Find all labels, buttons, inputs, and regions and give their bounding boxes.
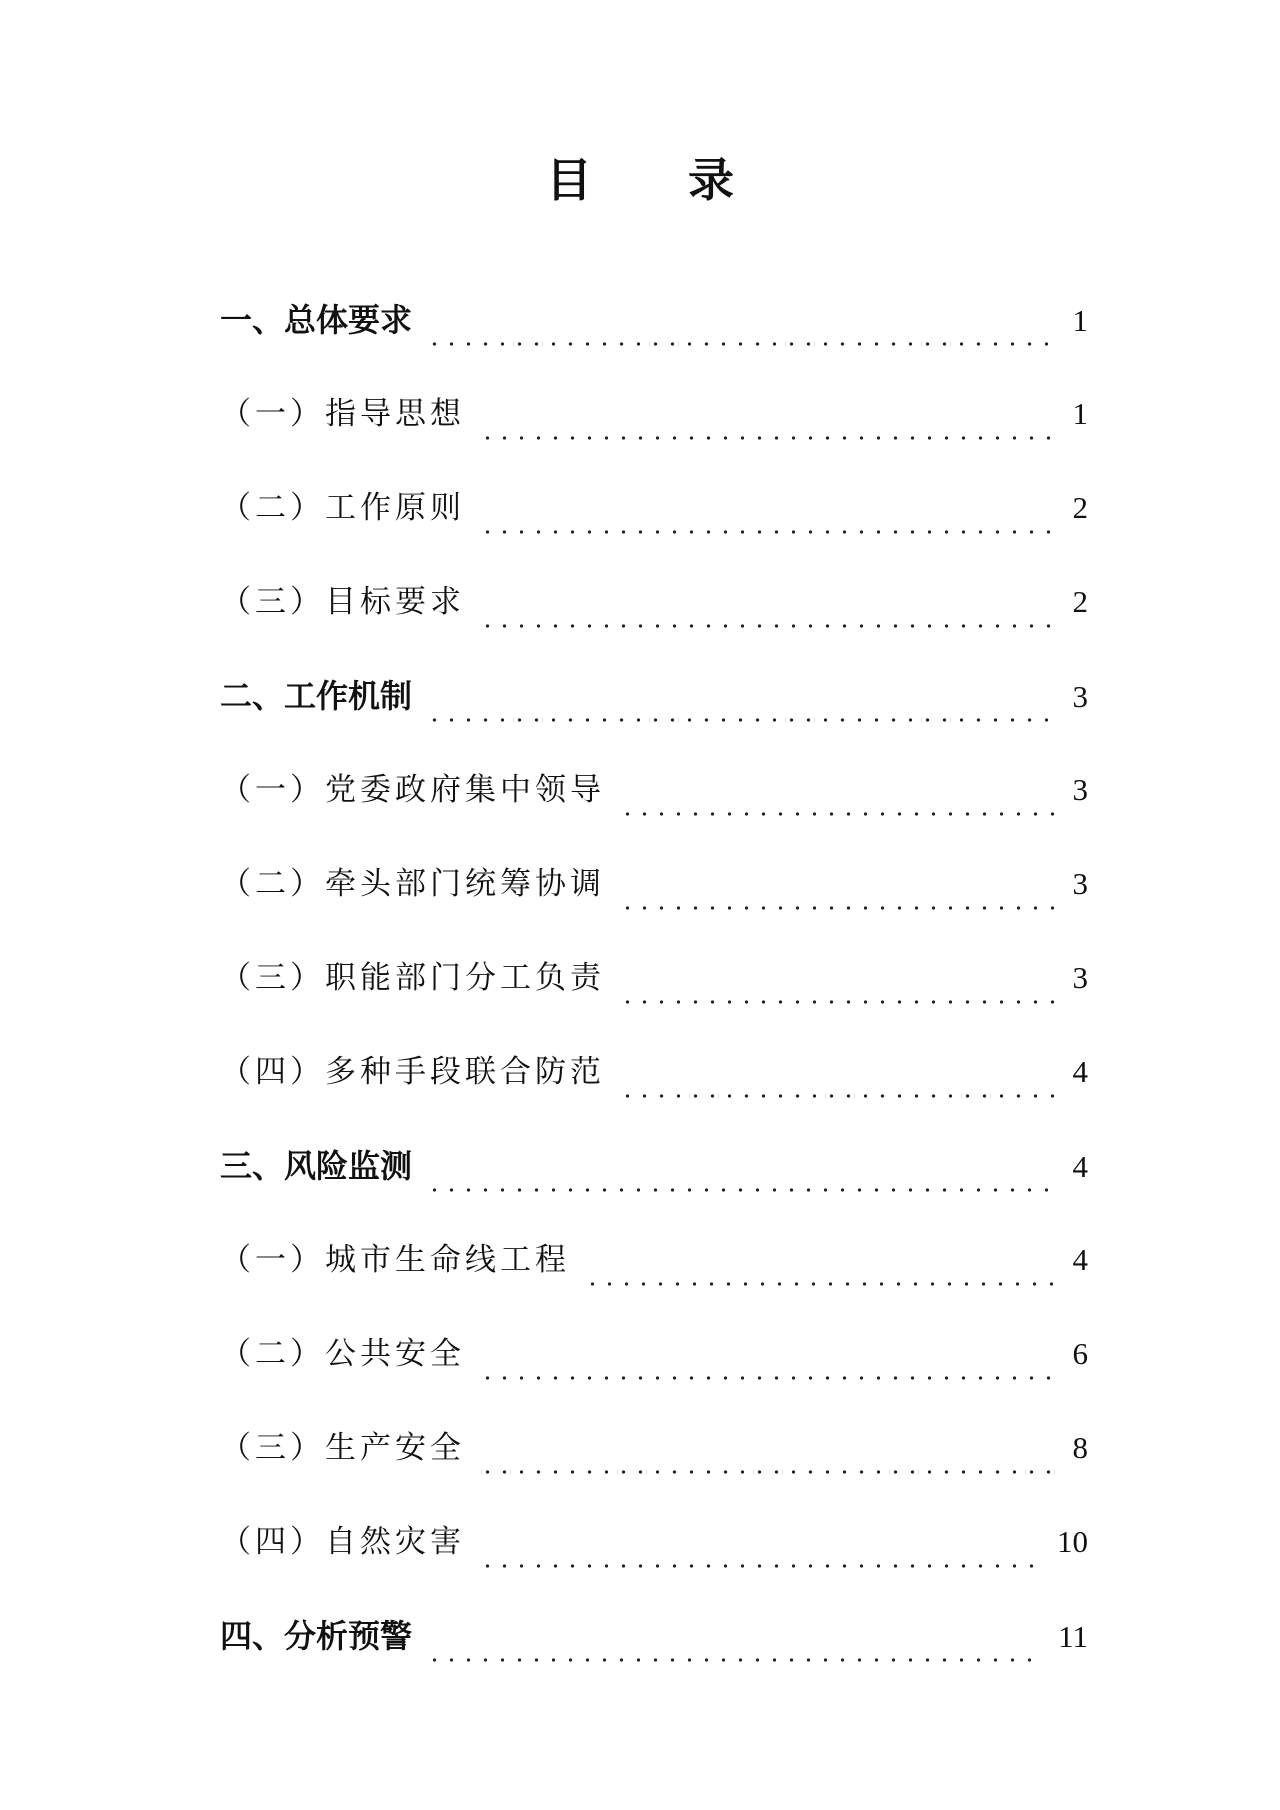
toc-entry-page: 2 (1072, 490, 1088, 525)
toc-entry[interactable] (220, 1512, 1088, 1606)
toc-entry[interactable] (220, 290, 1088, 384)
dot-leader (479, 1376, 1056, 1380)
toc-entry-label: （三）目标要求 (220, 584, 465, 620)
toc-entry-page: 2 (1072, 584, 1088, 619)
toc-entry-label: 二、工作机制 (220, 677, 413, 715)
toc-entry-page: 3 (1072, 866, 1088, 901)
toc-entry-page: 3 (1072, 679, 1088, 714)
toc-entry-label: 一、总体要求 (220, 301, 413, 339)
toc-entry[interactable] (220, 948, 1088, 1042)
toc-entry-page: 4 (1072, 1242, 1088, 1277)
toc-entry-label: （三）生产安全 (220, 1430, 465, 1466)
toc-entry[interactable] (220, 854, 1088, 948)
toc-entry-label: （二）公共安全 (220, 1336, 465, 1372)
toc-entry-page: 1 (1072, 303, 1088, 338)
dot-leader (426, 718, 1056, 722)
dot-leader (479, 1564, 1043, 1568)
toc-title: 目 录 (545, 153, 774, 207)
toc-entry[interactable] (220, 1136, 1088, 1230)
dot-leader (619, 1094, 1056, 1098)
dot-leader (426, 342, 1056, 346)
dot-leader (479, 624, 1056, 628)
dot-leader (479, 1470, 1056, 1474)
toc-entry[interactable] (220, 1606, 1088, 1700)
toc-entry-page: 1 (1072, 396, 1088, 431)
toc-entry[interactable] (220, 1042, 1088, 1136)
toc-entry[interactable] (220, 384, 1088, 478)
toc-entry-label: 四、分析预警 (220, 1617, 413, 1655)
toc-entry-label: （二）牵头部门统筹协调 (220, 866, 605, 902)
dot-leader (479, 436, 1056, 440)
toc-entry-label: （四）多种手段联合防范 (220, 1054, 605, 1090)
dot-leader (619, 1000, 1056, 1004)
dot-leader (426, 1658, 1044, 1662)
toc-entry-page: 4 (1072, 1054, 1088, 1089)
toc-entry-page: 10 (1057, 1524, 1088, 1559)
toc-entry[interactable] (220, 478, 1088, 572)
dot-leader (479, 530, 1056, 534)
toc-entry-label: （三）职能部门分工负责 (220, 960, 605, 996)
dot-leader (619, 812, 1056, 816)
dot-leader (619, 906, 1056, 910)
toc-entry[interactable] (220, 1324, 1088, 1418)
toc-entry-label: （一）指导思想 (220, 396, 465, 432)
toc-entry-label: （四）自然灾害 (220, 1524, 465, 1560)
toc-entry-label: （一）城市生命线工程 (220, 1242, 570, 1278)
toc-entry-page: 8 (1072, 1430, 1088, 1465)
toc-entry[interactable] (220, 1418, 1088, 1512)
toc-entry-label: （二）工作原则 (220, 490, 465, 526)
toc-entry[interactable] (220, 666, 1088, 760)
dot-leader (584, 1282, 1056, 1286)
toc-entry-label: 三、风险监测 (220, 1147, 413, 1185)
toc-entry-label: （一）党委政府集中领导 (220, 772, 605, 808)
toc-entry-page: 4 (1072, 1149, 1088, 1184)
toc-entry[interactable] (220, 1230, 1088, 1324)
toc-entry-page: 3 (1072, 772, 1088, 807)
toc-entry[interactable] (220, 572, 1088, 666)
toc-list (220, 290, 1088, 1700)
toc-entry-page: 11 (1058, 1619, 1088, 1654)
dot-leader (426, 1188, 1056, 1192)
toc-entry-page: 6 (1072, 1336, 1088, 1371)
toc-entry-page: 3 (1072, 960, 1088, 995)
toc-entry[interactable] (220, 760, 1088, 854)
